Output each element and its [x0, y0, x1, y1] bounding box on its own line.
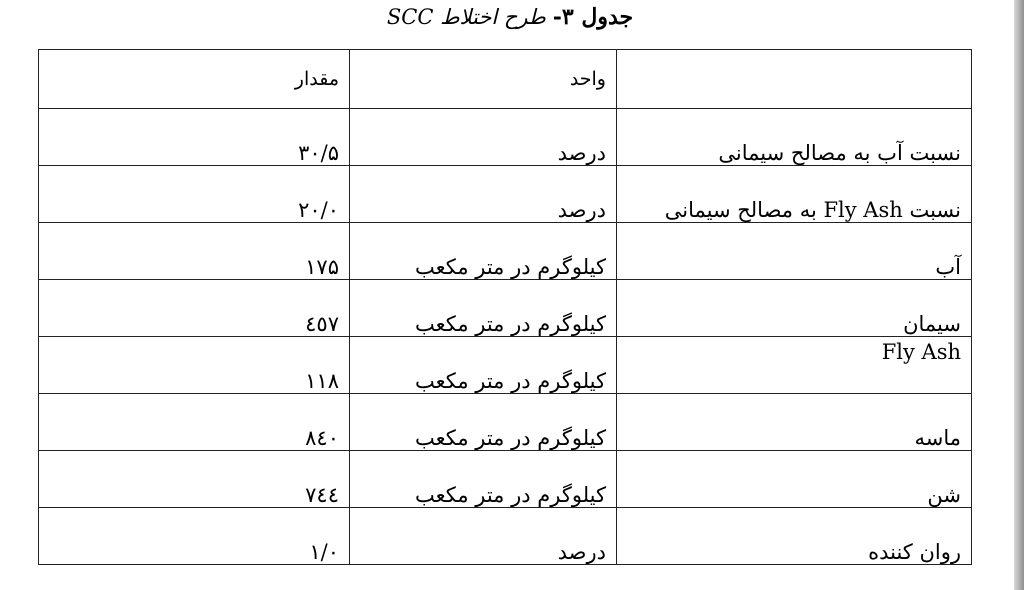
parameter-cell: نسبت آب به مصالح سیمانی — [617, 109, 972, 166]
value-cell: ۱۷۵ — [39, 223, 350, 280]
parameter-cell: Fly Ash — [617, 337, 972, 394]
parameter-cell: روان کننده — [617, 508, 972, 565]
unit-cell: درصد — [350, 166, 617, 223]
table-row — [39, 166, 972, 223]
scroll-edge-shadow — [1014, 0, 1024, 590]
table-row — [39, 109, 972, 166]
table-row — [39, 508, 972, 565]
header-cell-unit: واحد — [350, 50, 617, 109]
parameter-cell: ماسه — [617, 394, 972, 451]
table-row — [39, 451, 972, 508]
value-cell: ۱۱۸ — [39, 337, 350, 394]
table-row — [39, 337, 972, 394]
caption-label: جدول ۳- — [552, 4, 634, 30]
header-cell-parameter — [617, 50, 972, 109]
table-row — [39, 280, 972, 337]
unit-cell: درصد — [350, 508, 617, 565]
unit-cell: کیلوگرم در متر مکعب — [350, 223, 617, 280]
value-cell: ۱/۰ — [39, 508, 350, 565]
table-row — [39, 223, 972, 280]
unit-cell: کیلوگرم در متر مکعب — [350, 451, 617, 508]
unit-cell: کیلوگرم در متر مکعب — [350, 394, 617, 451]
parameter-cell: شن — [617, 451, 972, 508]
value-cell: ۳۰/۵ — [39, 109, 350, 166]
parameter-cell: آب — [617, 223, 972, 280]
caption-text: طرح اختلاط SCC — [386, 5, 546, 29]
table-caption — [250, 0, 770, 34]
parameter-cell: سیمان — [617, 280, 972, 337]
value-cell: ۷٤٤ — [39, 451, 350, 508]
table-header-row — [39, 50, 972, 109]
mix-design-table — [38, 49, 972, 565]
value-cell: ۸٤۰ — [39, 394, 350, 451]
value-cell: ٤٥٧ — [39, 280, 350, 337]
header-cell-value: مقدار — [39, 50, 350, 109]
value-cell: ۲۰/۰ — [39, 166, 350, 223]
unit-cell: کیلوگرم در متر مکعب — [350, 337, 617, 394]
table-row — [39, 394, 972, 451]
parameter-cell: نسبت Fly Ash به مصالح سیمانی — [617, 166, 972, 223]
unit-cell: کیلوگرم در متر مکعب — [350, 280, 617, 337]
unit-cell: درصد — [350, 109, 617, 166]
